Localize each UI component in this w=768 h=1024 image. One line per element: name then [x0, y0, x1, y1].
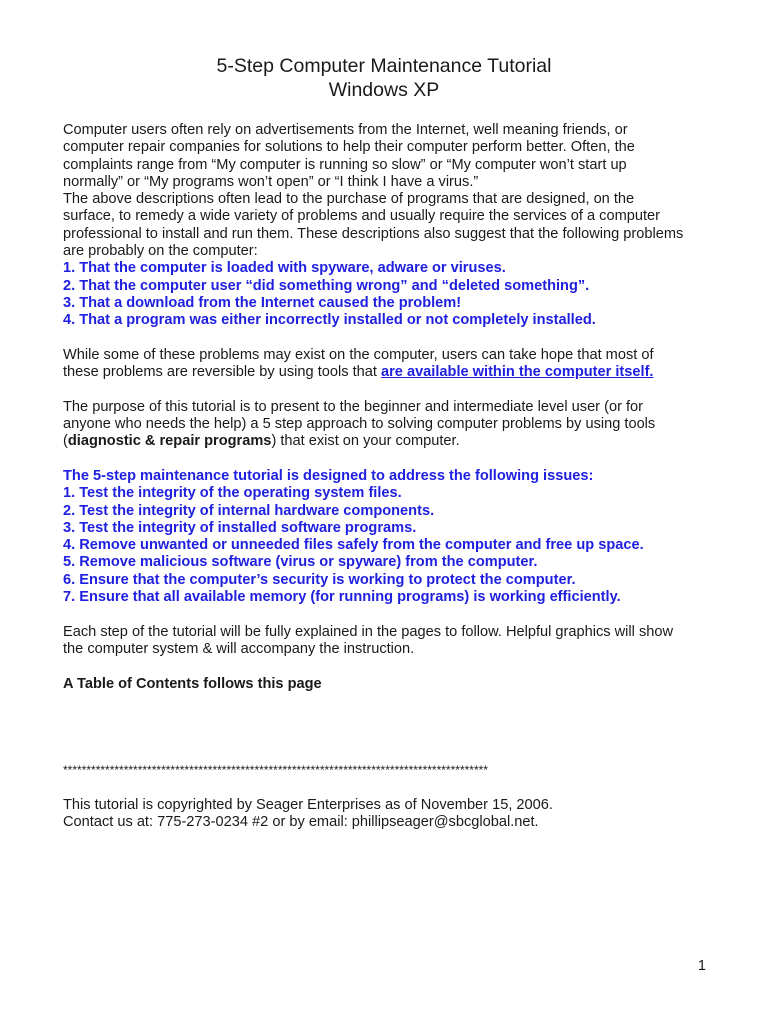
- intro-line: Computer users often rely on advertisements from the Internet, well meaning friends, or: [63, 122, 628, 138]
- asterisk-divider: *******************************************************************************************: [63, 762, 488, 777]
- document-body: [63, 122, 723, 831]
- hope-line: While some of these problems may exist on the computer, users can take hope that most of: [63, 346, 654, 363]
- intro-line: normally” or “My programs won’t open” or “I think I have a virus.”: [63, 173, 479, 190]
- purpose-line: anyone who needs the help) a 5 step approach to solving computer problems by using tools: [63, 416, 656, 433]
- problem-item: 3. That a download from the Internet caused the problem!: [63, 294, 462, 311]
- purpose-line: The purpose of this tutorial is to present to the beginner and intermediate level user (or for: [63, 398, 644, 415]
- toc-note: A Table of Contents follows this page: [63, 675, 322, 692]
- problem-item: 2. That the computer user “did something wrong” and “deleted something”.: [63, 277, 590, 294]
- purpose-line-rest: ) that exist on your computer.: [271, 433, 460, 450]
- intro-line: surface, to remedy a wide variety of problems and usually require the services of a computer: [63, 208, 661, 225]
- intro-line: complaints range from “My computer is running so slow” or “My computer won’t start up: [63, 156, 627, 173]
- problem-item: 4. That a program was either incorrectly installed or not completely installed.: [63, 312, 596, 329]
- paren-open: (: [63, 433, 68, 450]
- issue-item: 5. Remove malicious software (virus or spyware) from the computer.: [63, 554, 538, 571]
- intro-paragraph: [63, 122, 723, 260]
- hope-line: [63, 364, 723, 381]
- title-line-1: 5-Step Computer Maintenance Tutorial: [216, 55, 552, 77]
- diagnostic-programs-text: diagnostic & repair programs: [67, 433, 272, 450]
- purpose-line: [63, 433, 723, 450]
- issue-item: 4. Remove unwanted or unneeded files safely from the computer and free up space.: [63, 537, 644, 554]
- intro-line: The above descriptions often lead to the purchase of programs that are designed, on the: [63, 191, 635, 208]
- issues-section: [63, 468, 723, 606]
- each-step-line: Each step of the tutorial will be fully explained in the pages to follow. Helpful graphics will show: [63, 623, 674, 640]
- title-line-2: Windows XP: [328, 79, 440, 101]
- intro-line: are probably on the computer:: [63, 243, 258, 260]
- page-title: [0, 54, 768, 102]
- issue-item: 1. Test the integrity of the operating system files.: [63, 485, 402, 502]
- available-within-link[interactable]: are available within the computer itself.: [380, 364, 654, 381]
- hope-line-text: these problems are reversible by using tools that: [63, 364, 381, 381]
- contact-info: Contact us at: 775-273-0234 #2 or by email: phillipseager@sbcglobal.net.: [63, 813, 539, 830]
- issue-item: 7. Ensure that all available memory (for running programs) is working efficiently.: [63, 589, 621, 606]
- each-step-paragraph: [63, 624, 723, 659]
- each-step-line: the computer system & will accompany the instruction.: [63, 640, 415, 657]
- issues-heading: The 5-step maintenance tutorial is designed to address the following issues:: [63, 467, 594, 484]
- issue-item: 6. Ensure that the computer’s security is working to protect the computer.: [63, 571, 576, 588]
- issue-item: 3. Test the integrity of installed software programs.: [63, 519, 417, 536]
- hope-paragraph: [63, 347, 723, 382]
- page-number: 1: [697, 958, 706, 974]
- intro-line: professional to install and run them. These descriptions also suggest that the following problems: [63, 225, 684, 242]
- intro-line: computer repair companies for solutions to help their computer perform better. Often, the: [63, 139, 635, 156]
- problem-item: 1. That the computer is loaded with spyware, adware or viruses.: [63, 260, 506, 277]
- issue-item: 2. Test the integrity of internal hardware components.: [63, 502, 435, 519]
- purpose-paragraph: [63, 399, 723, 451]
- copyright-notice: This tutorial is copyrighted by Seager Enterprises as of November 15, 2006.: [63, 796, 553, 813]
- problems-list: [63, 260, 723, 329]
